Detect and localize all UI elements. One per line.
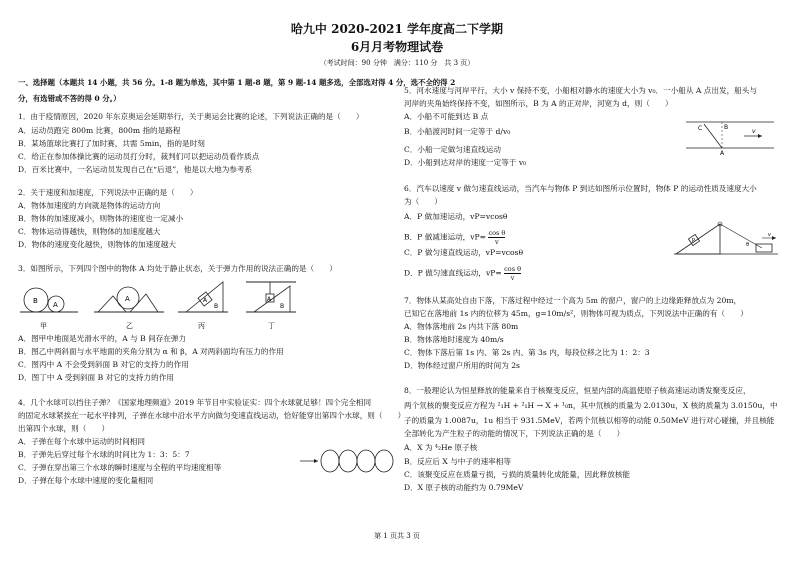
question-3-option-b: B．图乙中两斜面与水平地面的夹角分别为 α 和 β，A 对两斜面均有压力的作用 — [18, 347, 284, 356]
page-subtitle: 6月月考物理试卷 — [350, 40, 444, 54]
question-6-stem-cont: 为（ ） — [404, 197, 442, 206]
question-2-option-b: B．物体的加速度减小，则物体的速度也一定减小 — [18, 214, 184, 223]
svg-text:A: A — [125, 295, 130, 303]
question-6-option-a: A．P 做加速运动，vP=vcosθ — [404, 212, 508, 221]
question-7-option-a: A．物体落地前 2s 内共下落 80m — [404, 322, 519, 331]
svg-text:A: A — [267, 296, 272, 303]
question-5-option-d: D．小船到达对岸的速度一定等于 v₀ — [404, 158, 527, 167]
fig-label-yi: 乙 — [126, 322, 133, 330]
question-7-option-d: D．物体经过窗户所用的时间为 2s — [404, 361, 520, 370]
section-heading-cont: 分，有选错或不答的得 0 分。） — [18, 94, 121, 103]
question-6-option-b: B．P 做减速运动，vP= $\frac{\text{cos θ}}{v}$ — [404, 229, 506, 246]
question-4-option-a: A．子弹在每个水球中运动的时间相同 — [18, 437, 145, 446]
fig-label-jia: 甲 — [40, 322, 47, 330]
question-8-stem: 8．一般理论认为恒星释放的能量来自于核聚变反应，恒星内部的高温使原子核高速运动诱发聚变反应， — [404, 386, 751, 395]
question-7-stem-cont: 已知它在落地前 1s 内的位移为 45m，g=10m/s²，则物体可视为质点，下列说法中正确的有（ ） — [404, 309, 748, 318]
question-2-option-c: C．物体运动得越快，则物体的加速度越大 — [18, 227, 161, 236]
question-4-option-b: B．子弹先后穿过每个水球的时间比为 1：3：5：7 — [18, 450, 190, 459]
question-2-option-d: D．物体的速度变化越快，则物体的加速度越大 — [18, 240, 176, 249]
question-5-option-b: B．小船渡河时间一定等于 d/v₀ — [404, 127, 511, 136]
question-6-option-c: C．P 做匀速直线运动，vP=vcosθ — [404, 248, 524, 257]
question-1-option-c: C．给正在参加体操比赛的运动员打分时，裁判们可以把运动员看作质点 — [18, 152, 260, 161]
figure-ding — [246, 282, 296, 330]
question-4-stem: 4．几个水球可以挡住子弹？《国家地理频道》2019 年节目中实验证实：四个水球就足够！四个完全相同 — [18, 398, 372, 407]
svg-text:v: v — [768, 232, 771, 238]
exam-info: （考试时间：90 分钟 满分：110 分 共 3 页） — [319, 59, 475, 67]
figure-bing — [178, 282, 228, 330]
svg-text:θ: θ — [746, 242, 750, 248]
svg-text:P: P — [692, 238, 696, 244]
question-8-stem-line4: 全部转化为产生粒子的动能的情况下，下列说法正确的是（ ） — [404, 429, 625, 438]
question-4-option-d: D．子弹在每个水球中速度的变化量相同 — [18, 476, 154, 485]
question-5-option-c: C．小船一定做匀速直线运动 — [404, 145, 501, 154]
fig-label-ding: 丁 — [268, 322, 275, 330]
svg-text:B: B — [33, 297, 38, 305]
question-6-option-d: D．P 做匀速直线运动，vP= $\frac{\text{cos θ}}{v}$ — [404, 265, 522, 282]
question-8-stem-line2: 两个氘核的聚变反应方程为 ²₁H + ²₁H → X + ¹₀n，其中氘核的质量为 2.0130u，X 核的质量为 3.0150u，中 — [404, 401, 778, 410]
svg-text:B: B — [280, 303, 285, 310]
question-4-option-c: C．子弹在穿出第三个水球的瞬时速度与全程的平均速度相等 — [18, 463, 222, 472]
question-5-figure — [684, 114, 776, 156]
question-3-option-c: C．图丙中 A 不会受到斜面 B 对它的支持力的作用 — [18, 360, 189, 369]
question-6-stem: 6．汽车以速度 v 做匀速直线运动，当汽车与物体 P 到达如图所示位置时，物体 P 的运动性质及速度大小 — [404, 184, 757, 193]
question-7-option-b: B．物体落地时速度为 40m/s — [404, 335, 504, 344]
question-4-stem-cont: 的固定水球紧挨在一起水平排列，子弹在水球中沿水平方向做匀变速直线运动，恰好能穿出第四个水球，则（ ） — [18, 411, 406, 420]
question-7-option-c: C．物体下落后第 1s 内、第 2s 内、第 3s 内，每段位移之比为 1：2：3 — [404, 348, 650, 357]
question-3-option-a: A．图甲中地面是光滑水平的，A 与 B 间存在弹力 — [18, 334, 187, 343]
question-1-option-d: D．百米比赛中，一名运动员发现自己在“后退”，他是以大地为参考系 — [18, 165, 253, 174]
page-footer: 第 1 页共 3 页 — [374, 532, 420, 540]
question-2-option-a: A．物体加速度的方向就是物体的运动方向 — [18, 201, 161, 210]
question-2-stem: 2．关于速度和加速度，下列说法中正确的是（ ） — [18, 188, 198, 197]
section-heading: 一、选择题（本题共 14 小题，共 56 分。1-8 题为单选，其中第 1 题-8 题，第 9 题-14 题多选，全部选对得 4 分，选不全的得 2 — [18, 78, 456, 87]
svg-text:B: B — [214, 303, 219, 310]
question-5-stem-cont: 河岸的夹角始终保持不变，如图所示，B 为 A 的正对岸，河宽为 d，则（ ） — [404, 99, 673, 108]
svg-text:v: v — [752, 128, 756, 135]
question-1-stem: 1．由于疫情原因，2020 年东京奥运会延期举行，关于奥运会比赛的论述，下列说法正确的是（ ） — [18, 112, 364, 121]
figure-jia — [20, 288, 78, 330]
svg-text:A: A — [53, 301, 58, 309]
question-6-figure — [670, 214, 782, 260]
question-4-figure — [298, 446, 398, 476]
question-8-option-d: D．X 原子核的动能约为 0.79MeV — [404, 483, 524, 492]
svg-text:C: C — [698, 125, 703, 132]
question-5-option-a: A．小船不可能到达 B 点 — [404, 112, 489, 121]
question-8-option-c: C．该聚变反应在质量亏损，亏损的质量转化成能量，因此释放核能 — [404, 470, 631, 479]
question-5-stem: 5．河水速度与河岸平行，大小 v 保持不变，小船相对静水的速度大小为 v₀．一小船从 A 点出发，船头与 — [404, 86, 757, 95]
figure-yi — [94, 287, 164, 330]
svg-text:B: B — [724, 124, 729, 131]
question-4-stem-end: 出第四个水球，则（ ） — [18, 424, 110, 433]
question-8-option-a: A．X 为 ⁴₂He 原子核 — [404, 443, 478, 452]
svg-text:A: A — [720, 150, 725, 156]
question-3-figure — [18, 276, 318, 336]
question-1-option-a: A．运动员跑完 800m 比赛，800m 指的是路程 — [18, 126, 181, 135]
question-8-option-b: B．反应后 X 与中子的速率相等 — [404, 457, 511, 466]
fig-label-bing: 丙 — [198, 322, 205, 330]
page-title: 哈九中 2020-2021 学年度高二下学期 — [290, 22, 504, 36]
question-3-option-d: D．图丁中 A 受到斜面 B 对它的支持力的作用 — [18, 373, 174, 382]
question-3-stem: 3．如图所示，下列四个图中的物体 A 均处于静止状态，关于弹力作用的说法正确的是（ ） — [18, 264, 337, 273]
svg-text:A: A — [203, 297, 208, 304]
question-8-stem-line3: 子的质量为 1.0087u，1u 相当于 931.5MeV，若两个氘核以相等的动能 0.50MeV 进行对心碰撞，并且核能 — [404, 416, 775, 425]
question-7-stem: 7．物体从某高处自由下落，下落过程中经过一个高为 5m 的窗户，窗户的上边缘距释放点为 20m， — [404, 296, 742, 305]
question-1-option-b: B．某场篮球比赛打了加时赛，共需 5min，指的是时刻 — [18, 139, 205, 148]
